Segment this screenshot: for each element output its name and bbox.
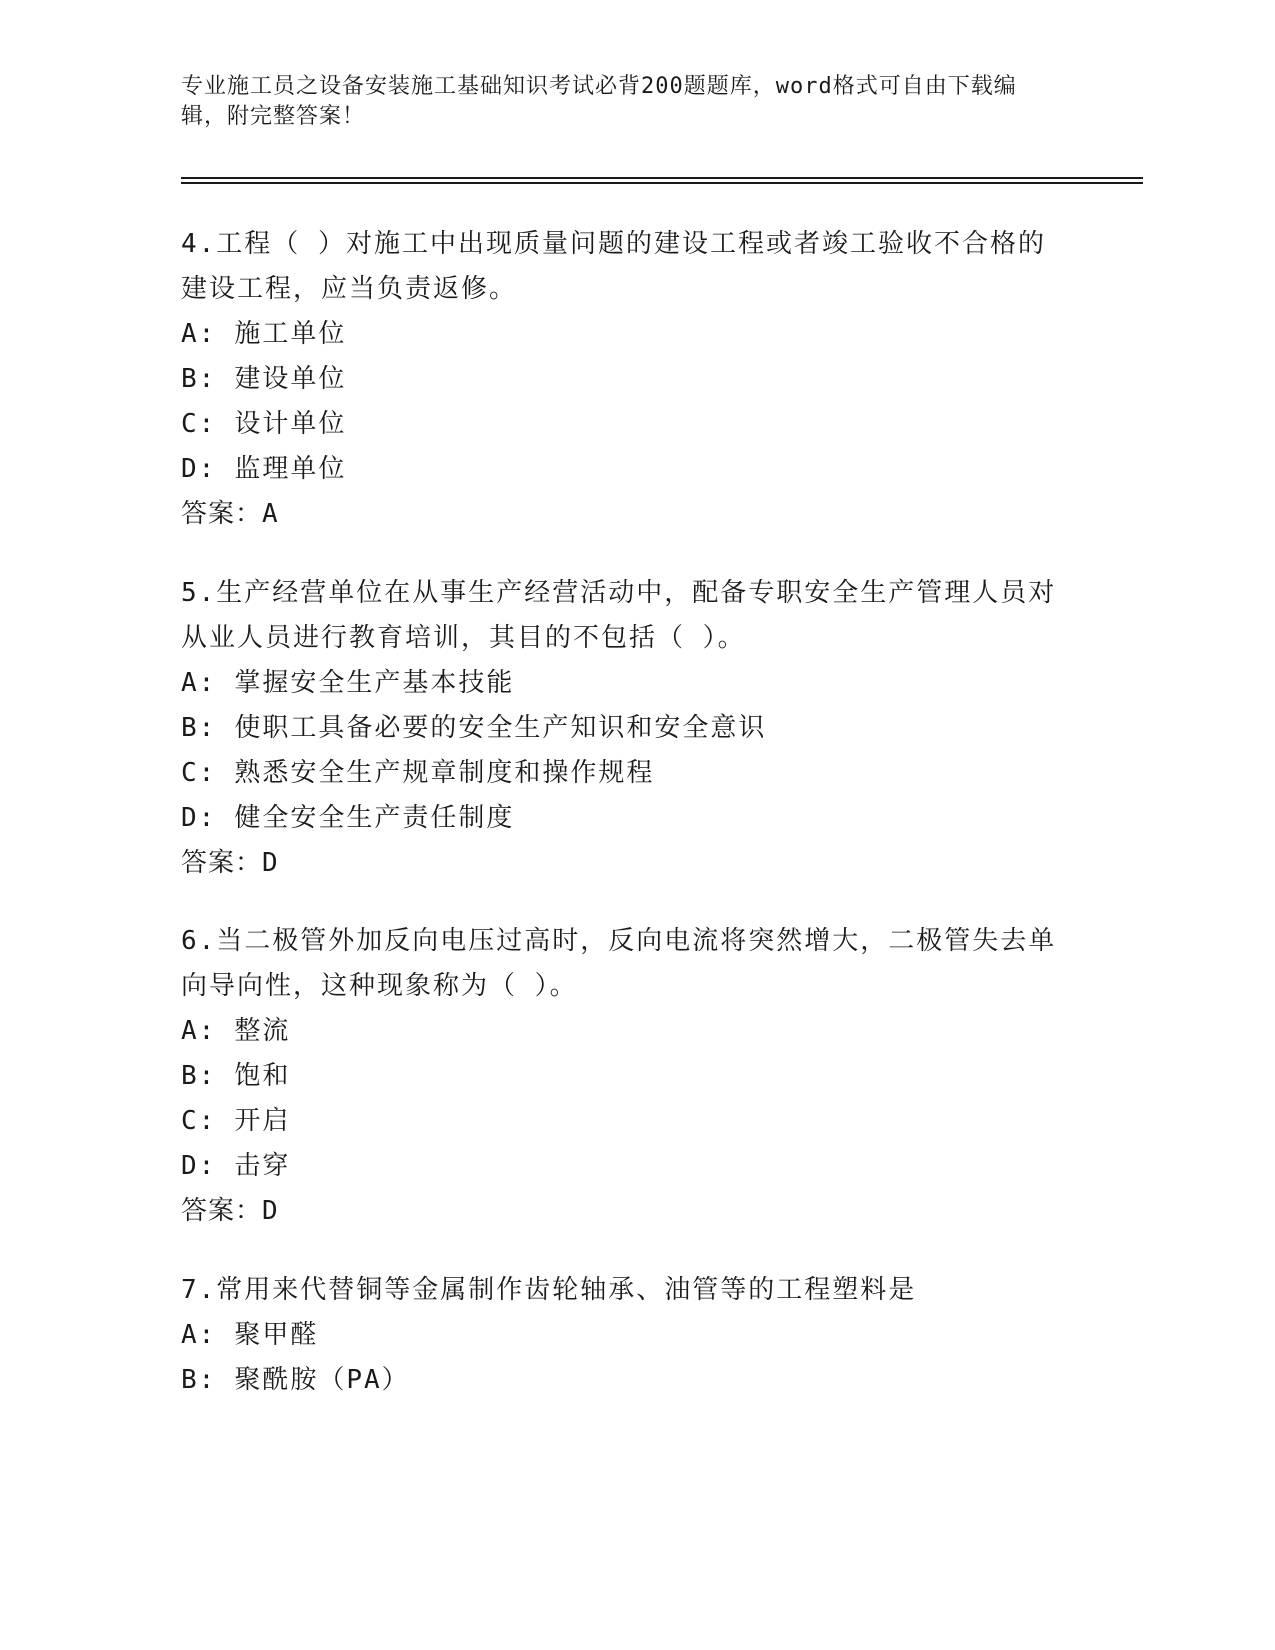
- option-key: A:: [181, 319, 217, 349]
- answer-label: 答案：: [181, 848, 263, 878]
- option-key: B:: [181, 1061, 217, 1091]
- option-text: 饱和: [234, 1061, 291, 1091]
- option-text: 熟悉安全生产规章制度和操作规程: [234, 758, 655, 788]
- option-b: [181, 706, 1081, 751]
- option-key: B:: [181, 713, 217, 743]
- option-text: 整流: [234, 1016, 291, 1046]
- option-text: 健全安全生产责任制度: [234, 803, 515, 833]
- question-stem: 7.常用来代替铜等金属制作齿轮轴承、油管等的工程塑料是: [181, 1275, 917, 1305]
- answer-line: [181, 1189, 1081, 1234]
- option-key: C:: [181, 758, 217, 788]
- question-5: [181, 571, 1081, 886]
- question-4: [181, 222, 1081, 537]
- option-text: 使职工具备必要的安全生产知识和安全意识: [234, 713, 767, 743]
- option-text: 掌握安全生产基本技能: [234, 668, 515, 698]
- question-stem: 5.生产经营单位在从事生产经营活动中，配备专职安全生产管理人员对从业人员进行教育培训，其目的不包括（ ）。: [181, 578, 1057, 653]
- option-key: A:: [181, 1016, 217, 1046]
- answer-value: A: [262, 499, 279, 529]
- option-b: [181, 357, 1081, 402]
- option-a: [181, 1009, 1081, 1054]
- option-text: 击穿: [234, 1151, 291, 1181]
- header-divider-top: [181, 177, 1143, 179]
- option-text: 设计单位: [234, 409, 347, 439]
- option-text: 建设单位: [234, 364, 347, 394]
- option-key: D:: [181, 803, 217, 833]
- answer-value: D: [262, 848, 279, 878]
- option-key: B:: [181, 1365, 217, 1395]
- option-key: C:: [181, 1106, 217, 1136]
- option-key: A:: [181, 1320, 217, 1350]
- option-a: [181, 312, 1081, 357]
- answer-value: D: [262, 1196, 279, 1226]
- option-d: [181, 1144, 1081, 1189]
- option-d: [181, 447, 1081, 492]
- answer-line: [181, 841, 1081, 886]
- option-d: [181, 796, 1081, 841]
- option-c: [181, 402, 1081, 447]
- option-text: 聚甲醛: [234, 1320, 319, 1350]
- answer-line: [181, 492, 1081, 537]
- option-a: [181, 1313, 1081, 1358]
- option-key: D:: [181, 1151, 217, 1181]
- question-stem: 6.当二极管外加反向电压过高时，反向电流将突然增大，二极管失去单向导向性，这种现象称为（ ）。: [181, 926, 1057, 1001]
- answer-label: 答案：: [181, 1196, 263, 1226]
- answer-label: 答案：: [181, 499, 263, 529]
- option-text: 监理单位: [234, 454, 347, 484]
- option-text: 施工单位: [234, 319, 347, 349]
- header-divider-bottom: [181, 182, 1143, 184]
- option-a: [181, 661, 1081, 706]
- option-key: B:: [181, 364, 217, 394]
- question-stem: 4.工程（ ）对施工中出现质量问题的建设工程或者竣工验收不合格的建设工程，应当负责返修。: [181, 229, 1046, 304]
- option-b: [181, 1358, 1081, 1403]
- option-text: 开启: [234, 1106, 291, 1136]
- document-header: 专业施工员之设备安装施工基础知识考试必背200题题库，word格式可自由下载编辑，附完整答案！: [181, 74, 1017, 129]
- question-7: [181, 1268, 1081, 1403]
- question-6: [181, 919, 1081, 1234]
- option-c: [181, 1099, 1081, 1144]
- option-c: [181, 751, 1081, 796]
- option-b: [181, 1054, 1081, 1099]
- option-text: 聚酰胺（PA）: [234, 1365, 410, 1395]
- option-key: D:: [181, 454, 217, 484]
- option-key: A:: [181, 668, 217, 698]
- option-key: C:: [181, 409, 217, 439]
